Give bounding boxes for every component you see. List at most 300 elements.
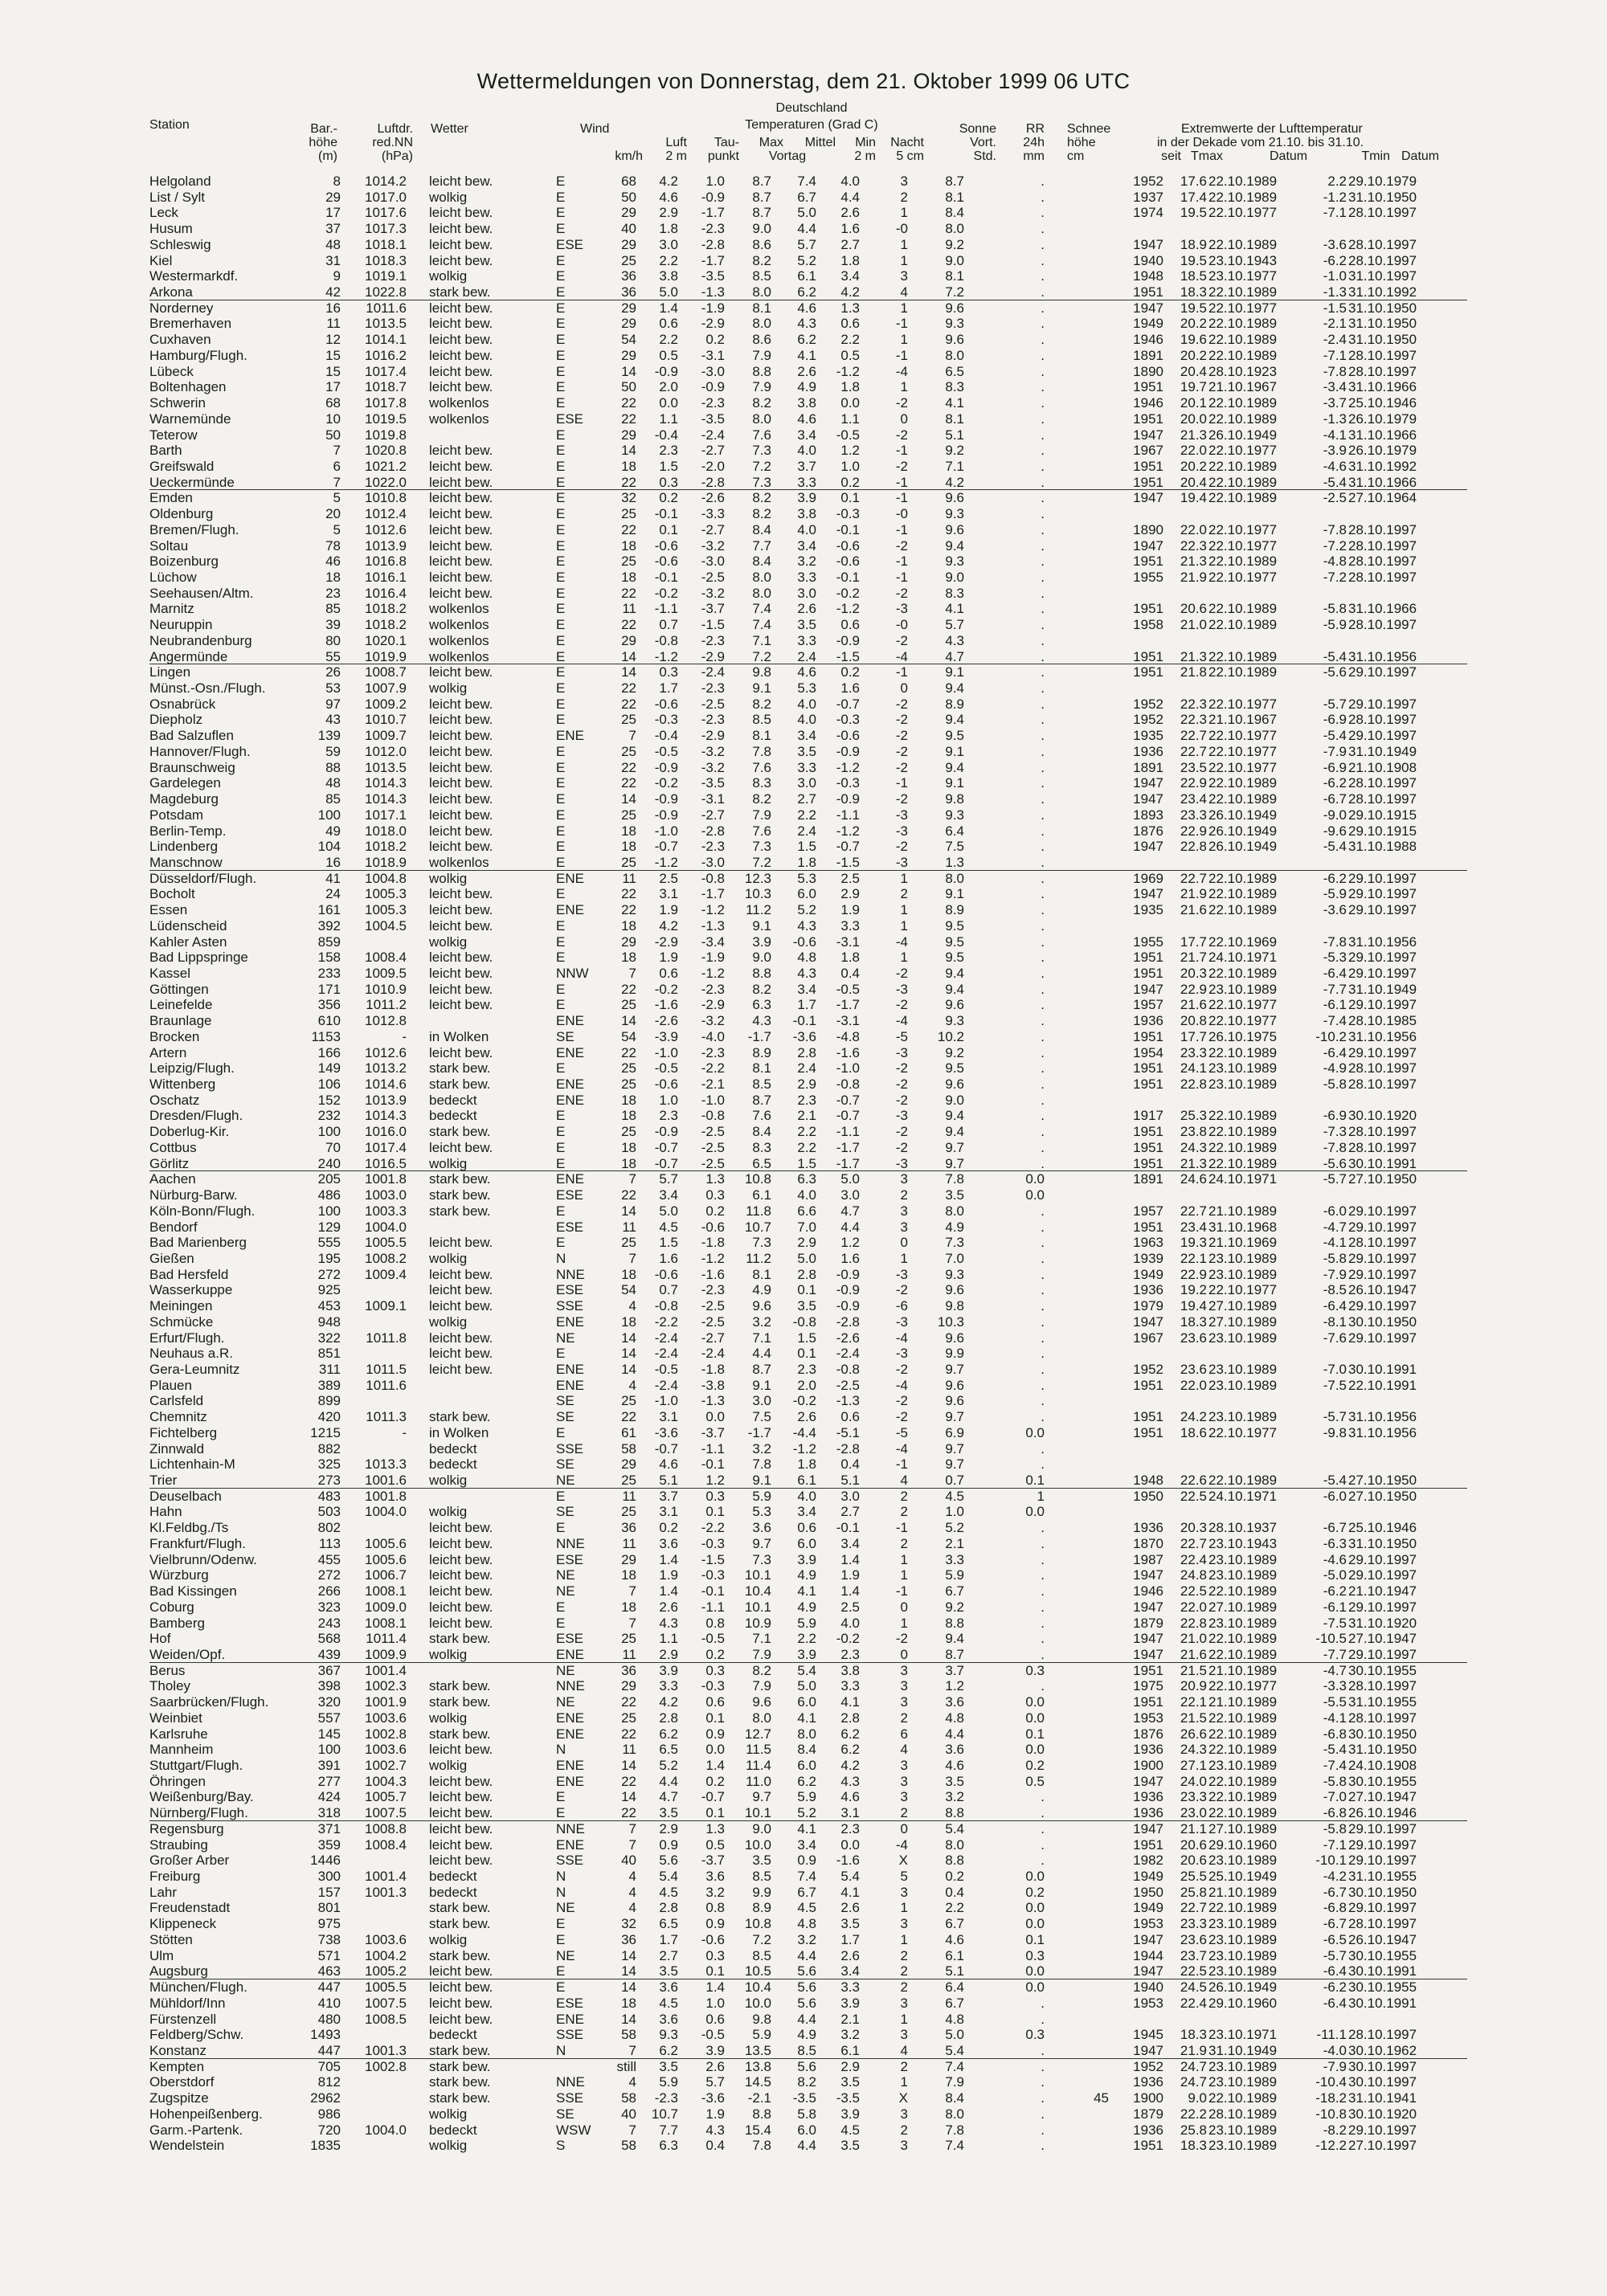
cell-precipitation: . xyxy=(1041,775,1045,791)
cell-pressure: 1001.4 xyxy=(365,1869,407,1885)
cell-max-temp: 9.1 xyxy=(752,680,771,697)
cell-weather: stark bew. xyxy=(429,1916,491,1932)
cell-bar-height: 70 xyxy=(325,1139,341,1155)
cell-mean-temp: 4.3 xyxy=(797,966,816,981)
cell-dew-point: 0.1 xyxy=(705,1504,725,1520)
cell-max-temp: 9.0 xyxy=(752,1820,771,1836)
cell-tmax-value: 20.0 xyxy=(1180,411,1207,427)
header-nacht-2: 5 cm xyxy=(896,149,924,163)
cell-wind-speed: 7 xyxy=(628,728,636,744)
cell-weather: leicht bew. xyxy=(429,443,493,459)
cell-weather: wolkig xyxy=(429,2138,468,2154)
cell-sunshine: 9.6 xyxy=(945,490,964,506)
cell-sunshine: 4.1 xyxy=(945,601,964,617)
cell-tmax-value: 24.3 xyxy=(1180,1139,1207,1155)
cell-precipitation: . xyxy=(1041,902,1045,918)
cell-weather: leicht bew. xyxy=(429,252,493,268)
cell-min-temp: -3.1 xyxy=(836,1013,860,1029)
cell-since-year: 1952 xyxy=(1133,2058,1163,2074)
cell-bar-height: 463 xyxy=(317,1963,341,1979)
cell-max-temp: 9.9 xyxy=(752,1884,771,1900)
cell-dew-point: 1.2 xyxy=(705,1473,725,1489)
cell-min-temp: -1.7 xyxy=(836,997,860,1013)
cell-weather: leicht bew. xyxy=(429,1963,493,1979)
cell-since-year: 1950 xyxy=(1133,1884,1163,1900)
cell-tmax-date: 22.10.1977 xyxy=(1208,696,1278,712)
header-temps: Temperaturen (Grad C) xyxy=(745,118,878,132)
cell-station: Regensburg xyxy=(149,1820,224,1836)
cell-max-temp: 7.4 xyxy=(752,617,771,633)
cell-air-temp: -0.7 xyxy=(654,839,678,855)
cell-tmax-date: 23.10.1989 xyxy=(1208,981,1278,997)
table-row xyxy=(0,1409,1607,1425)
cell-mean-temp: 5.0 xyxy=(797,205,816,221)
cell-tmin-date: 29.10.1997 xyxy=(1348,1551,1417,1567)
cell-night-temp: 2 xyxy=(900,189,908,205)
cell-night-temp: -4 xyxy=(895,934,908,950)
cell-sunshine: 8.9 xyxy=(945,902,964,918)
cell-weather: leicht bew. xyxy=(429,791,493,807)
cell-night-temp: 1 xyxy=(900,300,908,316)
cell-tmin-value: 2.2 xyxy=(1327,174,1347,189)
cell-tmax-date: 26.10.1949 xyxy=(1208,1979,1278,1996)
cell-mean-temp: 6.1 xyxy=(797,1473,816,1489)
cell-wind-direction: NNW xyxy=(556,966,589,981)
cell-tmin-value: -11.1 xyxy=(1316,2027,1347,2043)
cell-bar-height: 277 xyxy=(317,1773,341,1789)
header-sonne-2: Vort. xyxy=(970,136,996,149)
cell-wind-speed: 36 xyxy=(621,1931,636,1947)
table-row xyxy=(0,1853,1607,1869)
cell-dew-point: -2.5 xyxy=(701,1155,725,1171)
cell-wind-speed: 22 xyxy=(621,1187,636,1203)
cell-wind-direction: ESE xyxy=(556,1187,584,1203)
cell-pressure: 1011.6 xyxy=(366,300,407,316)
cell-tmax-date: 22.10.1989 xyxy=(1208,886,1278,902)
cell-bar-height: 266 xyxy=(317,1583,341,1599)
cell-min-temp: 1.2 xyxy=(840,443,860,459)
cell-tmin-date: 31.10.1950 xyxy=(1348,189,1417,205)
table-row xyxy=(0,1726,1607,1742)
cell-air-temp: 6.5 xyxy=(659,1742,678,1758)
cell-precipitation: . xyxy=(1041,1377,1045,1393)
cell-night-temp: -2 xyxy=(895,458,908,474)
cell-wind-speed: 29 xyxy=(621,1551,636,1567)
table-row xyxy=(0,1456,1607,1473)
cell-air-temp: 1.4 xyxy=(659,1551,678,1567)
cell-wind-speed: 4 xyxy=(628,1884,636,1900)
cell-weather: bedeckt xyxy=(429,1108,477,1124)
cell-tmin-value: -5.4 xyxy=(1323,1473,1347,1489)
header-nacht: Nacht xyxy=(890,136,924,149)
cell-mean-temp: 4.9 xyxy=(797,379,816,395)
cell-mean-temp: 6.1 xyxy=(797,268,816,284)
cell-sunshine: 5.9 xyxy=(945,1567,964,1583)
cell-max-temp: 3.0 xyxy=(752,1393,771,1409)
cell-air-temp: 3.1 xyxy=(659,1409,678,1425)
cell-sunshine: 8.8 xyxy=(945,1805,964,1821)
cell-air-temp: 1.1 xyxy=(659,1631,678,1647)
cell-tmin-value: -7.3 xyxy=(1323,1124,1347,1140)
header-region: Deutschland xyxy=(775,101,848,115)
cell-bar-height: 7 xyxy=(333,474,341,490)
cell-bar-height: 20 xyxy=(325,506,341,522)
cell-tmax-date: 23.10.1989 xyxy=(1208,1266,1278,1282)
cell-mean-temp: 4.6 xyxy=(797,664,816,680)
cell-tmax-value: 20.9 xyxy=(1180,1678,1207,1694)
cell-wind-direction: E xyxy=(556,474,566,490)
cell-night-temp: 1 xyxy=(900,332,908,348)
cell-wind-direction: E xyxy=(556,347,566,363)
cell-air-temp: 3.6 xyxy=(659,1535,678,1551)
cell-tmax-date: 29.10.1960 xyxy=(1208,1836,1278,1853)
cell-air-temp: -0.6 xyxy=(654,696,678,712)
cell-sunshine: 5.1 xyxy=(945,1963,964,1979)
cell-precipitation: 0.0 xyxy=(1025,1742,1045,1758)
cell-station: Gera-Leumnitz xyxy=(149,1362,240,1377)
cell-tmax-value: 19.3 xyxy=(1180,1235,1207,1251)
cell-air-temp: 2.3 xyxy=(659,1108,678,1124)
cell-tmax-date: 22.10.1989 xyxy=(1208,1108,1278,1124)
cell-wind-speed: 11 xyxy=(622,601,636,617)
cell-wind-direction: E xyxy=(556,363,566,379)
table-row xyxy=(0,1694,1607,1710)
cell-weather: leicht bew. xyxy=(429,1330,493,1346)
cell-air-temp: -0.7 xyxy=(654,1155,678,1171)
table-row xyxy=(0,775,1607,791)
cell-since-year: 1948 xyxy=(1133,268,1163,284)
cell-weather: wolkig xyxy=(429,1646,468,1662)
cell-wind-direction: SE xyxy=(556,1504,575,1520)
cell-wind-direction: E xyxy=(556,252,566,268)
cell-wind-speed: 58 xyxy=(621,2138,636,2154)
cell-weather: leicht bew. xyxy=(429,696,493,712)
cell-dew-point: 1.0 xyxy=(705,174,725,189)
cell-pressure: 1001.8 xyxy=(365,1488,407,1504)
cell-tmax-value: 24.3 xyxy=(1180,1742,1207,1758)
cell-tmin-date: 31.10.1950 xyxy=(1348,316,1417,332)
cell-night-temp: -4 xyxy=(895,1440,908,1456)
cell-wind-direction: E xyxy=(556,443,566,459)
cell-air-temp: 2.2 xyxy=(659,252,678,268)
cell-tmin-date: 26.10.1947 xyxy=(1348,1931,1417,1947)
cell-dew-point: 3.9 xyxy=(705,2042,725,2058)
cell-sunshine: 9.7 xyxy=(945,1362,964,1377)
cell-tmax-value: 21.1 xyxy=(1180,1820,1207,1836)
cell-tmax-date: 22.10.1977 xyxy=(1208,743,1278,759)
cell-precipitation: . xyxy=(1041,696,1045,712)
cell-wind-speed: 25 xyxy=(621,743,636,759)
cell-tmin-date: 26.10.1947 xyxy=(1348,1282,1417,1298)
cell-night-temp: 2 xyxy=(900,2122,908,2138)
cell-tmin-date: 30.10.1955 xyxy=(1348,1662,1417,1678)
cell-pressure: 1018.2 xyxy=(365,601,407,617)
cell-wind-direction: NNE xyxy=(556,2074,585,2090)
cell-tmin-value: -7.0 xyxy=(1323,1789,1347,1805)
cell-dew-point: -2.7 xyxy=(701,443,725,459)
cell-station: Lichtenhain-M xyxy=(149,1456,235,1473)
cell-tmax-value: 23.3 xyxy=(1180,1044,1207,1060)
cell-tmax-value: 9.0 xyxy=(1188,2090,1207,2106)
cell-station: Kiel xyxy=(149,252,173,268)
cell-max-temp: 7.5 xyxy=(752,1409,771,1425)
cell-tmax-date: 27.10.1989 xyxy=(1208,1820,1278,1836)
cell-wind-speed: 18 xyxy=(621,1108,636,1124)
cell-bar-height: 486 xyxy=(317,1187,341,1203)
cell-max-temp: 9.7 xyxy=(752,1535,771,1551)
cell-max-temp: 6.5 xyxy=(752,1155,771,1171)
cell-max-temp: 4.9 xyxy=(752,1282,771,1298)
cell-air-temp: 7.7 xyxy=(659,2122,678,2138)
cell-pressure: 1022.0 xyxy=(365,474,407,490)
cell-night-temp: -2 xyxy=(895,632,908,648)
cell-station: Coburg xyxy=(149,1599,194,1615)
cell-wind-direction: E xyxy=(556,316,566,332)
table-row xyxy=(0,966,1607,982)
cell-precipitation: 0.0 xyxy=(1025,1187,1045,1203)
table-row xyxy=(0,1821,1607,1837)
cell-wind-direction: E xyxy=(556,427,566,443)
cell-night-temp: 5 xyxy=(900,1869,908,1885)
cell-mean-temp: 3.3 xyxy=(797,474,816,490)
cell-night-temp: -2 xyxy=(895,1631,908,1647)
cell-precipitation: . xyxy=(1041,1535,1045,1551)
cell-dew-point: -2.3 xyxy=(701,632,725,648)
cell-mean-temp: 2.4 xyxy=(797,1060,816,1077)
cell-station: Görlitz xyxy=(149,1155,190,1171)
table-row xyxy=(0,348,1607,364)
cell-weather: leicht bew. xyxy=(429,2011,493,2027)
cell-tmin-value: -5.7 xyxy=(1323,1947,1347,1963)
cell-since-year: 1947 xyxy=(1133,1599,1163,1615)
cell-wind-speed: 11 xyxy=(622,1219,636,1235)
cell-wind-speed: still xyxy=(616,2058,636,2074)
cell-mean-temp: -4.4 xyxy=(792,1424,816,1440)
cell-weather: leicht bew. xyxy=(429,712,493,728)
cell-night-temp: 1 xyxy=(900,1931,908,1947)
cell-tmin-date: 29.10.1997 xyxy=(1348,966,1417,981)
cell-station: Bocholt xyxy=(149,886,195,902)
cell-night-temp: -1 xyxy=(895,347,908,363)
cell-tmax-value: 21.5 xyxy=(1180,1662,1207,1678)
cell-since-year: 1958 xyxy=(1133,617,1163,633)
cell-tmin-date: 28.10.1997 xyxy=(1348,1235,1417,1251)
table-row xyxy=(0,237,1607,253)
cell-station: Saarbrücken/Flugh. xyxy=(149,1694,269,1710)
cell-weather: bedeckt xyxy=(429,2027,477,2043)
cell-precipitation: . xyxy=(1041,2090,1045,2106)
cell-mean-temp: 2.2 xyxy=(797,1124,816,1140)
cell-tmin-value: -7.6 xyxy=(1323,1330,1347,1346)
cell-bar-height: 802 xyxy=(317,1520,341,1536)
cell-max-temp: 5.9 xyxy=(752,2027,771,2043)
cell-wind-speed: 14 xyxy=(621,664,636,680)
table-row xyxy=(0,1996,1607,2012)
cell-tmax-date: 22.10.1989 xyxy=(1208,648,1278,664)
cell-min-temp: -1.3 xyxy=(836,1393,860,1409)
cell-wind-direction: E xyxy=(556,395,566,411)
cell-max-temp: 10.1 xyxy=(744,1599,771,1615)
cell-max-temp: 8.2 xyxy=(752,395,771,411)
cell-wind-speed: 29 xyxy=(621,1456,636,1473)
cell-precipitation: . xyxy=(1041,268,1045,284)
cell-night-temp: -1 xyxy=(895,1520,908,1536)
table-row xyxy=(0,1298,1607,1314)
cell-night-temp: -2 xyxy=(895,839,908,855)
cell-air-temp: 1.9 xyxy=(659,950,678,966)
cell-station: Bamberg xyxy=(149,1615,205,1631)
cell-since-year: 1953 xyxy=(1133,1916,1163,1932)
cell-max-temp: 11.4 xyxy=(746,1758,771,1773)
cell-min-temp: 2.3 xyxy=(840,1646,860,1662)
cell-weather: wolkig xyxy=(429,934,468,950)
cell-pressure: 1014.3 xyxy=(365,775,407,791)
cell-mean-temp: 4.9 xyxy=(797,1567,816,1583)
cell-precipitation: . xyxy=(1041,759,1045,775)
cell-wind-direction: E xyxy=(556,1155,566,1171)
cell-bar-height: 986 xyxy=(317,2106,341,2122)
cell-bar-height: 5 xyxy=(333,490,341,506)
cell-min-temp: -0.5 xyxy=(836,427,860,443)
cell-tmax-date: 22.10.1989 xyxy=(1208,1710,1278,1726)
cell-precipitation: . xyxy=(1041,1155,1045,1171)
cell-station: Cuxhaven xyxy=(149,332,211,348)
cell-air-temp: -0.4 xyxy=(654,427,678,443)
cell-precipitation: . xyxy=(1041,347,1045,363)
table-row xyxy=(0,1330,1607,1346)
cell-max-temp: 11.2 xyxy=(746,1250,771,1266)
cell-sunshine: 4.3 xyxy=(945,632,964,648)
cell-wind-speed: 14 xyxy=(621,1963,636,1979)
cell-mean-temp: -0.2 xyxy=(792,1393,816,1409)
cell-dew-point: -2.8 xyxy=(701,236,725,252)
cell-wind-direction: ENE xyxy=(556,902,584,918)
cell-precipitation: 0.2 xyxy=(1025,1884,1045,1900)
cell-sunshine: 9.5 xyxy=(945,728,964,744)
cell-tmax-value: 17.7 xyxy=(1180,1028,1207,1044)
cell-wind-speed: 29 xyxy=(621,205,636,221)
cell-max-temp: 3.2 xyxy=(752,1313,771,1330)
cell-pressure: 1019.8 xyxy=(365,427,407,443)
cell-wind-direction: E xyxy=(556,823,566,839)
cell-air-temp: 3.6 xyxy=(659,2011,678,2027)
cell-dew-point: 0.3 xyxy=(705,1488,725,1504)
cell-tmin-date: 29.10.1979 xyxy=(1348,174,1417,189)
cell-tmax-date: 22.10.1989 xyxy=(1208,1473,1278,1489)
cell-dew-point: -2.3 xyxy=(701,839,725,855)
cell-min-temp: 2.3 xyxy=(840,1820,860,1836)
table-row xyxy=(0,1758,1607,1774)
cell-wind-speed: 32 xyxy=(621,1916,636,1932)
cell-tmin-value: -5.3 xyxy=(1323,950,1347,966)
cell-sunshine: 4.1 xyxy=(945,395,964,411)
cell-dew-point: 5.7 xyxy=(705,2074,725,2090)
cell-tmin-value: -6.2 xyxy=(1323,252,1347,268)
cell-air-temp: -0.9 xyxy=(654,363,678,379)
cell-wind-direction: E xyxy=(556,1979,566,1996)
cell-precipitation: . xyxy=(1041,886,1045,902)
cell-wind-direction: ENE xyxy=(556,1077,584,1093)
cell-wind-speed: 7 xyxy=(628,1820,636,1836)
cell-tmax-date: 22.10.1989 xyxy=(1208,474,1278,490)
cell-pressure: 1009.1 xyxy=(365,1298,407,1314)
cell-precipitation: . xyxy=(1041,427,1045,443)
cell-dew-point: 1.3 xyxy=(705,1820,725,1836)
cell-tmax-date: 26.10.1949 xyxy=(1208,807,1278,823)
cell-dew-point: -2.3 xyxy=(701,221,725,237)
cell-station: Bendorf xyxy=(149,1219,198,1235)
table-row xyxy=(0,1710,1607,1726)
cell-air-temp: 1.6 xyxy=(659,1250,678,1266)
cell-precipitation: . xyxy=(1041,743,1045,759)
cell-since-year: 1951 xyxy=(1133,554,1163,570)
cell-pressure: 1016.5 xyxy=(365,1155,407,1171)
cell-tmin-date: 31.10.1949 xyxy=(1348,981,1417,997)
cell-dew-point: -1.1 xyxy=(701,1599,725,1615)
cell-sunshine: 10.2 xyxy=(937,1028,964,1044)
cell-min-temp: -0.2 xyxy=(836,1631,860,1647)
cell-mean-temp: 2.3 xyxy=(797,1092,816,1108)
cell-sunshine: 8.0 xyxy=(945,221,964,237)
cell-pressure: 1004.2 xyxy=(365,1947,407,1963)
cell-wind-speed: 18 xyxy=(621,1155,636,1171)
cell-dew-point: -2.8 xyxy=(701,823,725,839)
cell-dew-point: -2.6 xyxy=(701,490,725,506)
cell-mean-temp: 3.5 xyxy=(797,743,816,759)
cell-max-temp: 9.6 xyxy=(752,1298,771,1314)
cell-weather: wolkig xyxy=(429,1313,468,1330)
cell-night-temp: -3 xyxy=(895,601,908,617)
cell-wind-direction: E xyxy=(556,696,566,712)
cell-pressure: 1002.3 xyxy=(365,1678,407,1694)
cell-night-temp: 1 xyxy=(900,379,908,395)
cell-since-year: 1890 xyxy=(1133,363,1163,379)
table-row xyxy=(0,1504,1607,1520)
cell-sunshine: 6.5 xyxy=(945,363,964,379)
cell-min-temp: 1.8 xyxy=(840,252,860,268)
cell-mean-temp: 1.8 xyxy=(797,1456,816,1473)
table-row xyxy=(0,268,1607,284)
cell-since-year: 1951 xyxy=(1133,284,1163,300)
cell-dew-point: 0.9 xyxy=(705,1726,725,1742)
cell-wind-speed: 25 xyxy=(621,1710,636,1726)
table-row xyxy=(0,680,1607,697)
cell-wind-direction: E xyxy=(556,1346,566,1362)
cell-weather: leicht bew. xyxy=(429,981,493,997)
cell-tmin-date: 31.10.1950 xyxy=(1348,332,1417,348)
cell-sunshine: 9.7 xyxy=(945,1440,964,1456)
table-row xyxy=(0,332,1607,348)
cell-tmax-date: 23.10.1989 xyxy=(1208,1758,1278,1773)
cell-pressure: 1001.6 xyxy=(365,1473,407,1489)
cell-air-temp: -0.9 xyxy=(654,759,678,775)
cell-air-temp: 3.9 xyxy=(659,1662,678,1678)
cell-weather: wolkig xyxy=(429,1155,468,1171)
cell-sunshine: 9.3 xyxy=(945,316,964,332)
cell-since-year: 1947 xyxy=(1133,1313,1163,1330)
cell-weather: wolkenlos xyxy=(429,411,489,427)
cell-bar-height: 80 xyxy=(325,632,341,648)
cell-station: Lüdenscheid xyxy=(149,917,227,934)
cell-tmin-value: -6.7 xyxy=(1323,791,1347,807)
cell-sunshine: 8.0 xyxy=(945,2106,964,2122)
cell-night-temp: 6 xyxy=(900,1726,908,1742)
cell-dew-point: -3.7 xyxy=(701,1424,725,1440)
cell-night-temp: -1 xyxy=(895,570,908,585)
cell-sunshine: 9.3 xyxy=(945,1013,964,1029)
cell-tmin-date: 28.10.1997 xyxy=(1348,521,1417,537)
cell-tmin-date: 28.10.1997 xyxy=(1348,554,1417,570)
